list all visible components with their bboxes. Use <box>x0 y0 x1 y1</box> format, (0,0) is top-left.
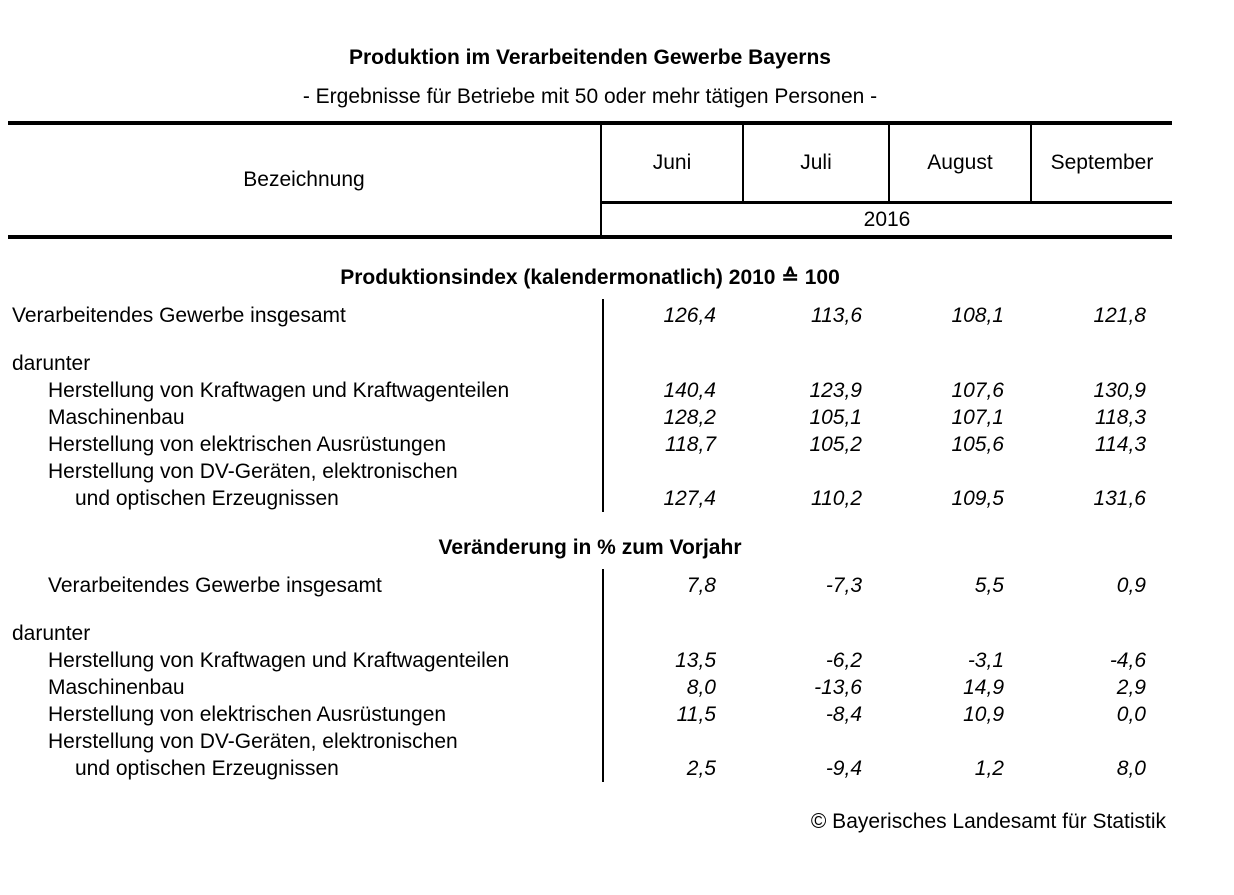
table-row <box>8 404 1172 431</box>
cell-value: 110,2 <box>811 487 862 510</box>
cell-value <box>602 620 742 647</box>
cell-value: -6,2 <box>825 649 862 672</box>
copyright-notice: © Bayerisches Landesamt für Statistik <box>810 810 1166 833</box>
cell-value: 8,0 <box>686 676 716 699</box>
cell-value <box>888 620 1030 647</box>
cell-value <box>602 350 742 377</box>
cell-value: 105,2 <box>809 433 862 456</box>
year-header: 2016 <box>863 207 911 231</box>
cell-value: 5,5 <box>974 574 1004 597</box>
section-heading: Veränderung in % zum Vorjahr <box>438 536 742 559</box>
cell-value: -4,6 <box>1109 649 1146 672</box>
table-header <box>8 121 1172 239</box>
cell-value: 13,5 <box>675 649 716 672</box>
table-row <box>8 647 1172 674</box>
cell-value: 107,1 <box>951 406 1004 429</box>
column-header-bezeichnung: Bezeichnung <box>8 125 602 235</box>
page-subtitle: - Ergebnisse für Betriebe mit 50 oder mehr tätigen Personen - <box>302 85 878 108</box>
cell-value: 107,6 <box>951 379 1004 402</box>
table-body <box>8 264 1172 782</box>
cell-value: 130,9 <box>1093 379 1146 402</box>
cell-value: -3,1 <box>967 649 1004 672</box>
cell-value: 127,4 <box>663 487 716 510</box>
row-label: Herstellung von Kraftwagen und Kraftwagenteilen <box>48 379 510 402</box>
cell-value: 118,3 <box>1095 406 1146 429</box>
table-row <box>8 674 1172 701</box>
column-header-month-juli: Juli <box>742 125 888 204</box>
table-row <box>8 458 1172 485</box>
cell-value: 2,5 <box>686 757 716 780</box>
cell-value: 0,9 <box>1116 574 1146 597</box>
cell-value: 105,6 <box>951 433 1004 456</box>
table-row <box>8 302 1172 329</box>
table-row <box>8 701 1172 728</box>
cell-value <box>1030 458 1172 485</box>
row-label: Herstellung von DV-Geräten, elektronischen <box>48 460 458 483</box>
row-label: und optischen Erzeugnissen <box>75 487 339 510</box>
row-label: darunter <box>12 622 91 645</box>
cell-value: 121,8 <box>1093 304 1146 327</box>
cell-value <box>742 350 888 377</box>
section-body <box>8 572 1172 782</box>
cell-value: 2,9 <box>1116 676 1146 699</box>
cell-value <box>1030 620 1172 647</box>
cell-value: -7,3 <box>825 574 862 597</box>
page-title: Produktion im Verarbeitenden Gewerbe Bayerns <box>349 46 831 69</box>
table-row <box>8 728 1172 755</box>
table-row <box>8 485 1172 512</box>
row-label: und optischen Erzeugnissen <box>75 757 339 780</box>
cell-value <box>602 728 742 755</box>
row-label: Verarbeitendes Gewerbe insgesamt <box>48 574 382 597</box>
cell-value: 109,5 <box>951 487 1004 510</box>
cell-value: 113,6 <box>811 304 862 327</box>
cell-value: -13,6 <box>814 676 862 699</box>
section-body <box>8 302 1172 512</box>
cell-value: 114,3 <box>1095 433 1146 456</box>
row-label: Maschinenbau <box>48 406 185 429</box>
cell-value: 10,9 <box>963 703 1004 726</box>
cell-value <box>888 350 1030 377</box>
cell-value: 126,4 <box>663 304 716 327</box>
cell-value <box>1030 728 1172 755</box>
cell-value <box>888 458 1030 485</box>
cell-value: 118,7 <box>665 433 716 456</box>
row-label: Herstellung von Kraftwagen und Kraftwagenteilen <box>48 649 510 672</box>
cell-value: 105,1 <box>809 406 862 429</box>
cell-value <box>742 728 888 755</box>
cell-value: 0,0 <box>1116 703 1146 726</box>
row-label: darunter <box>12 352 91 375</box>
cell-value: 1,2 <box>974 757 1004 780</box>
cell-value <box>742 458 888 485</box>
cell-value <box>602 458 742 485</box>
table-row <box>8 755 1172 782</box>
column-header-month-august: August <box>888 125 1030 204</box>
table-row <box>8 572 1172 599</box>
table-row <box>8 620 1172 647</box>
cell-value: 7,8 <box>686 574 716 597</box>
row-label: Herstellung von elektrischen Ausrüstungen <box>48 433 447 456</box>
cell-value <box>742 620 888 647</box>
row-label: Herstellung von elektrischen Ausrüstungen <box>48 703 447 726</box>
cell-value: 14,9 <box>963 676 1004 699</box>
cell-value: 8,0 <box>1116 757 1146 780</box>
column-header-month-juni: Juni <box>602 125 742 204</box>
cell-value: 11,5 <box>676 703 716 726</box>
cell-value: 131,6 <box>1093 487 1146 510</box>
row-label: Verarbeitendes Gewerbe insgesamt <box>12 304 346 327</box>
section-heading: Produktionsindex (kalendermonatlich) 2010 ≙ 100 <box>340 266 840 289</box>
table-row <box>8 431 1172 458</box>
row-label: Herstellung von DV-Geräten, elektronischen <box>48 730 458 753</box>
cell-value: 123,9 <box>809 379 862 402</box>
cell-value <box>1030 350 1172 377</box>
column-header-month-september: September <box>1030 125 1172 204</box>
cell-value: -9,4 <box>825 757 862 780</box>
cell-value: 108,1 <box>951 304 1004 327</box>
cell-value: 128,2 <box>663 406 716 429</box>
cell-value: 140,4 <box>663 379 716 402</box>
table-row <box>8 377 1172 404</box>
cell-value: -8,4 <box>825 703 862 726</box>
cell-value <box>888 728 1030 755</box>
document-page <box>8 0 1172 835</box>
table-row <box>8 350 1172 377</box>
row-label: Maschinenbau <box>48 676 185 699</box>
